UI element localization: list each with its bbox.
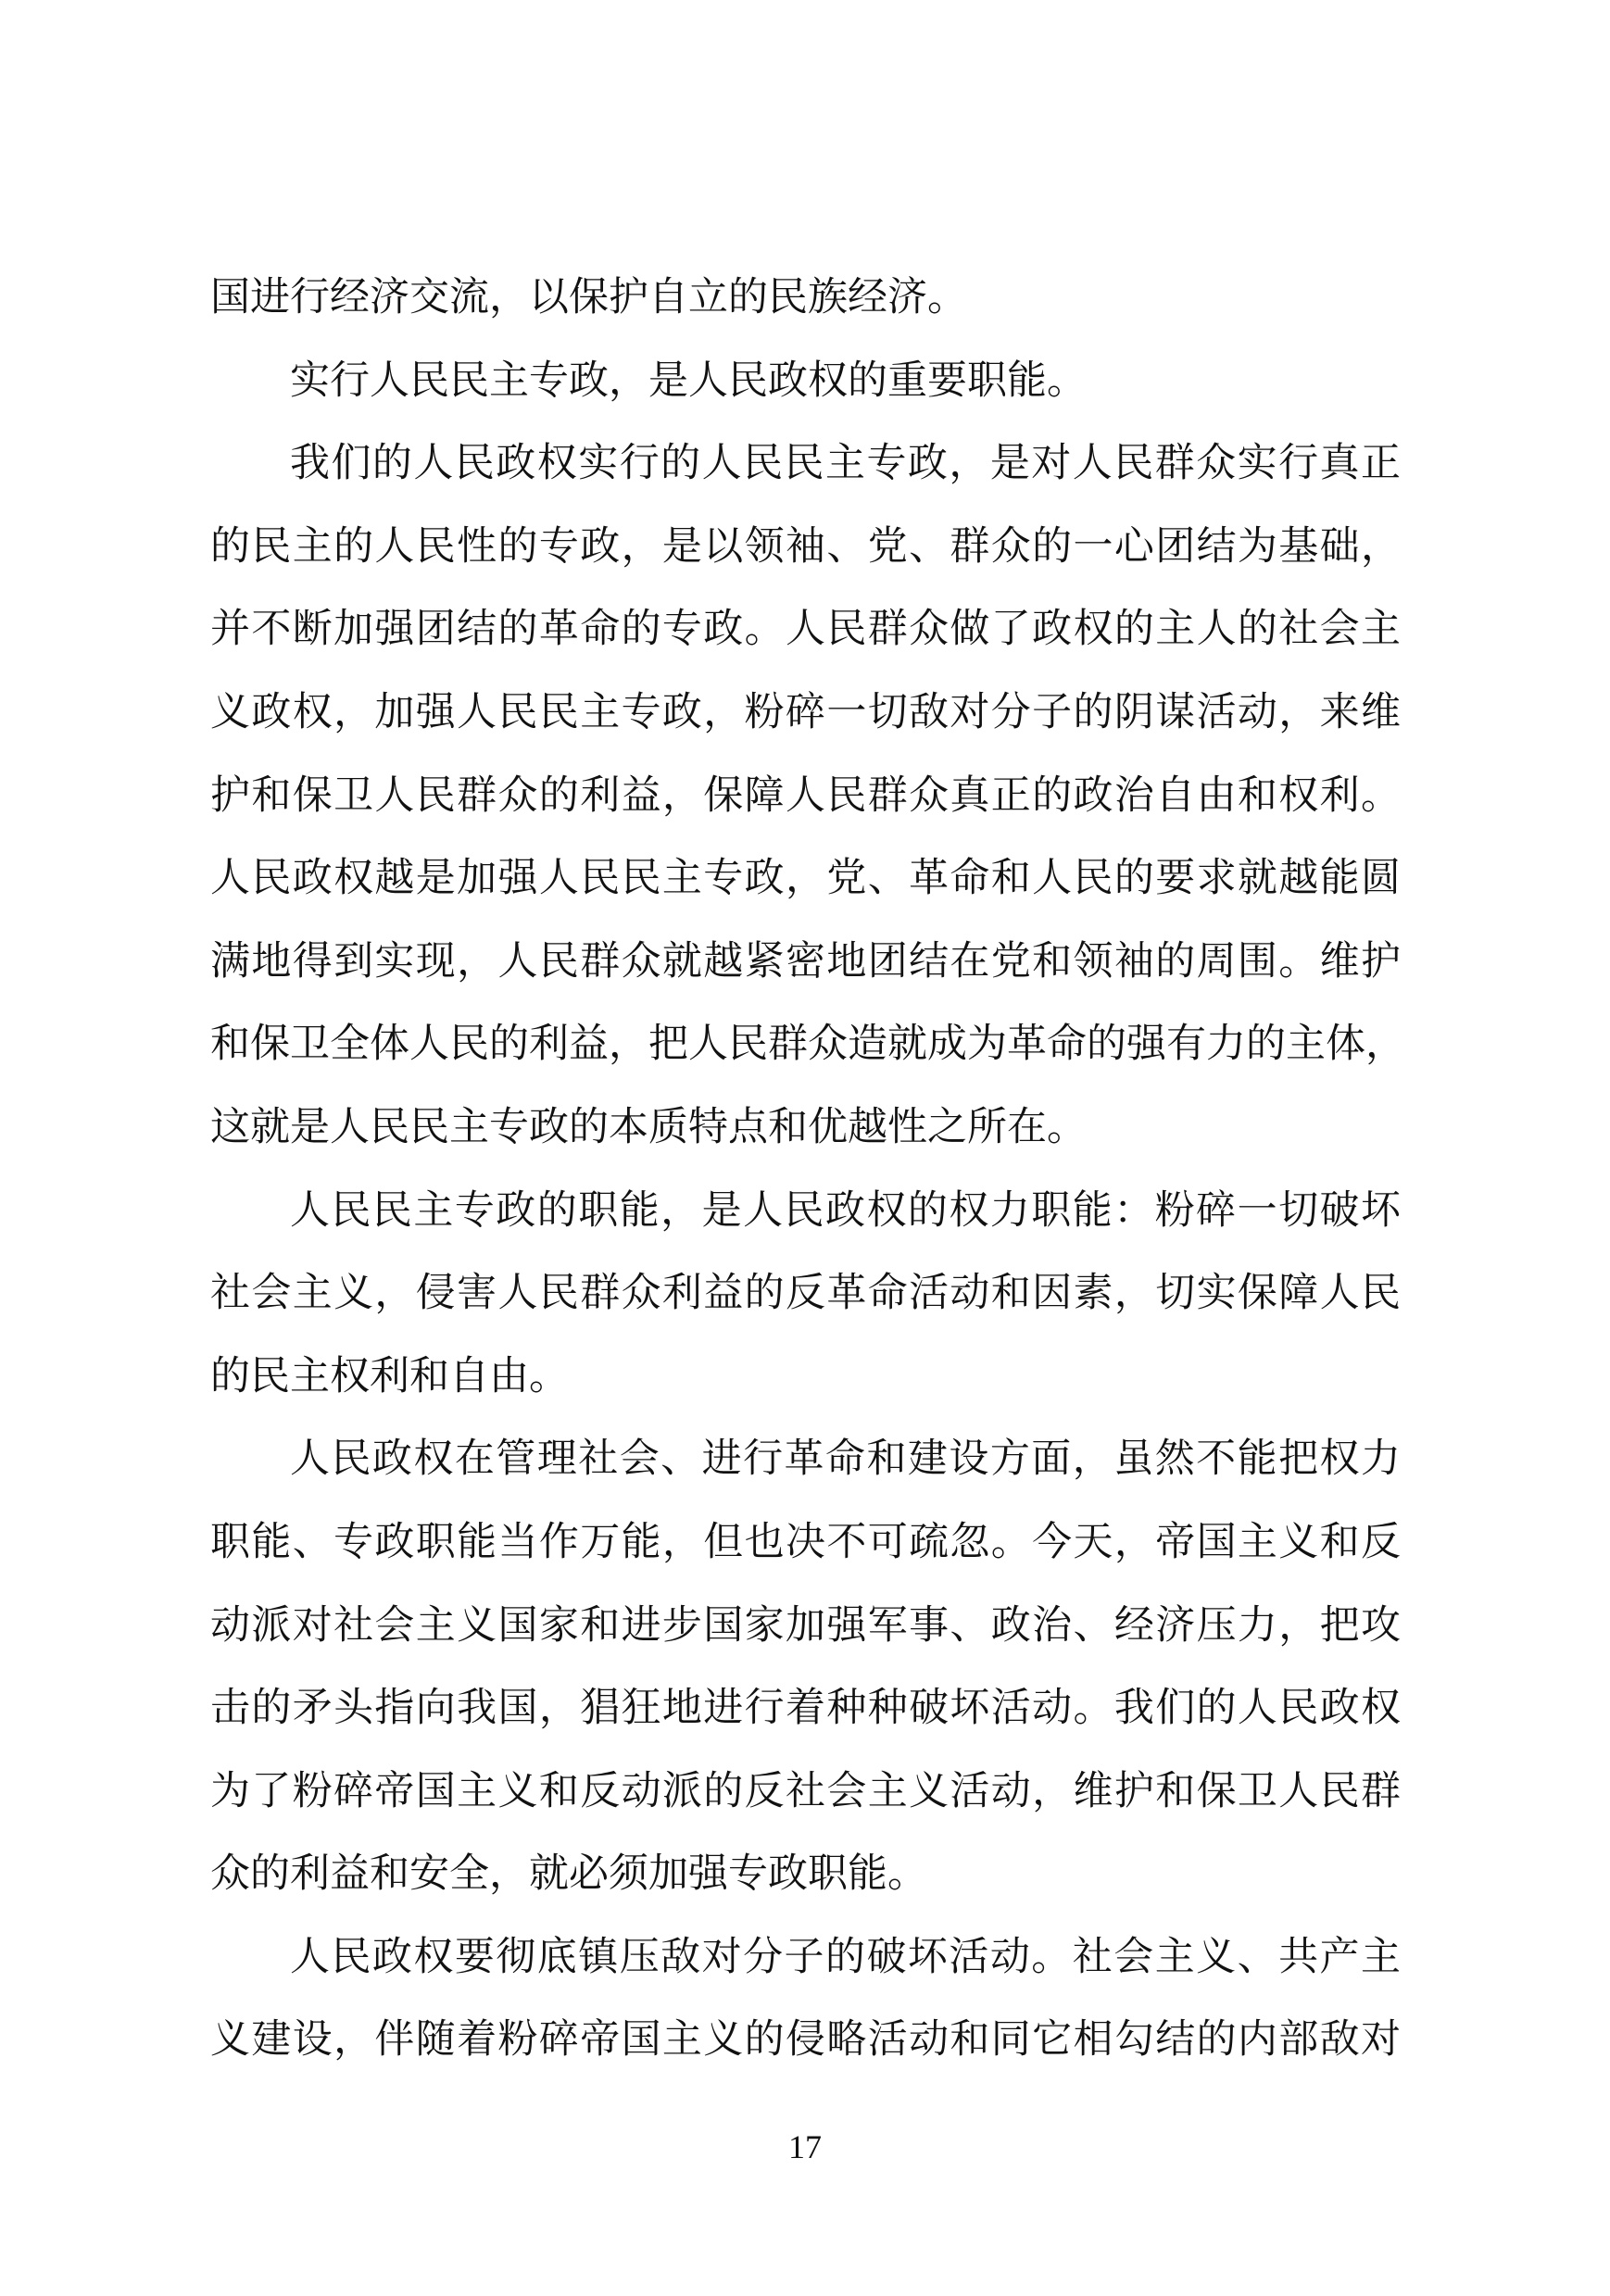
paragraph-line: 人民政权在管理社会、进行革命和建设方面，虽然不能把权力 [290,1436,1401,1483]
paragraph-line: 我们的人民政权实行的人民民主专政，是对人民群众实行真正 [290,440,1401,487]
text-line: 职能、专政职能当作万能，但也决不可疏忽。今天，帝国主义和反 [210,1518,1401,1565]
text-line: 国进行经济交流，以保护自立的民族经济。 [210,274,967,320]
paragraph-line: 实行人民民主专政，是人民政权的重要职能。 [290,357,1087,404]
text-line: 护和保卫人民群众的利益，保障人民群众真正的政治自由和权利。 [210,772,1401,819]
text-line: 的民主权利和自由。 [210,1352,569,1399]
paragraph-line: 人民民主专政的职能，是人民政权的权力职能：粉碎一切破坏 [290,1186,1401,1234]
text-line: 人民政权越是加强人民民主专政，党、革命和人民的要求就越能圆 [210,855,1401,902]
text-line: 的民主的人民性的专政，是以领袖、党、群众的一心团结为基础， [210,522,1401,570]
text-line: 义建设，伴随着粉碎帝国主义的侵略活动和同它相勾结的内部敌对 [210,2016,1401,2064]
paragraph-line: 人民政权要彻底镇压敌对分子的破坏活动。社会主义、共产主 [290,1933,1401,1980]
text-line: 并不断加强团结的革命的专政。人民群众做了政权的主人的社会主 [210,606,1401,653]
page-number: 17 [788,2128,822,2165]
text-line: 这就是人民民主专政的本质特点和优越性之所在。 [210,1103,1087,1150]
body-text [210,257,1405,2082]
text-line: 和保卫全体人民的利益，把人民群众造就成为革命的强有力的主体， [210,1021,1405,1068]
text-line: 社会主义，侵害人民群众利益的反革命活动和因素，切实保障人民 [210,1270,1401,1317]
text-line: 击的矛头指向我国，猖狂地进行着种种破坏活动。我们的人民政权 [210,1685,1401,1732]
text-line: 义政权，加强人民民主专政，粉碎一切敌对分子的阴谋活动，来维 [210,688,1401,735]
text-line: 满地得到实现，人民群众就越紧密地团结在党和领袖的周围。维护 [210,937,1401,985]
text-line: 为了粉碎帝国主义和反动派的反社会主义活动，维护和保卫人民群 [210,1767,1401,1814]
text-line: 众的利益和安全，就必须加强专政职能。 [210,1851,927,1898]
text-line: 动派对社会主义国家和进步国家加强军事、政治、经济压力，把攻 [210,1601,1401,1649]
